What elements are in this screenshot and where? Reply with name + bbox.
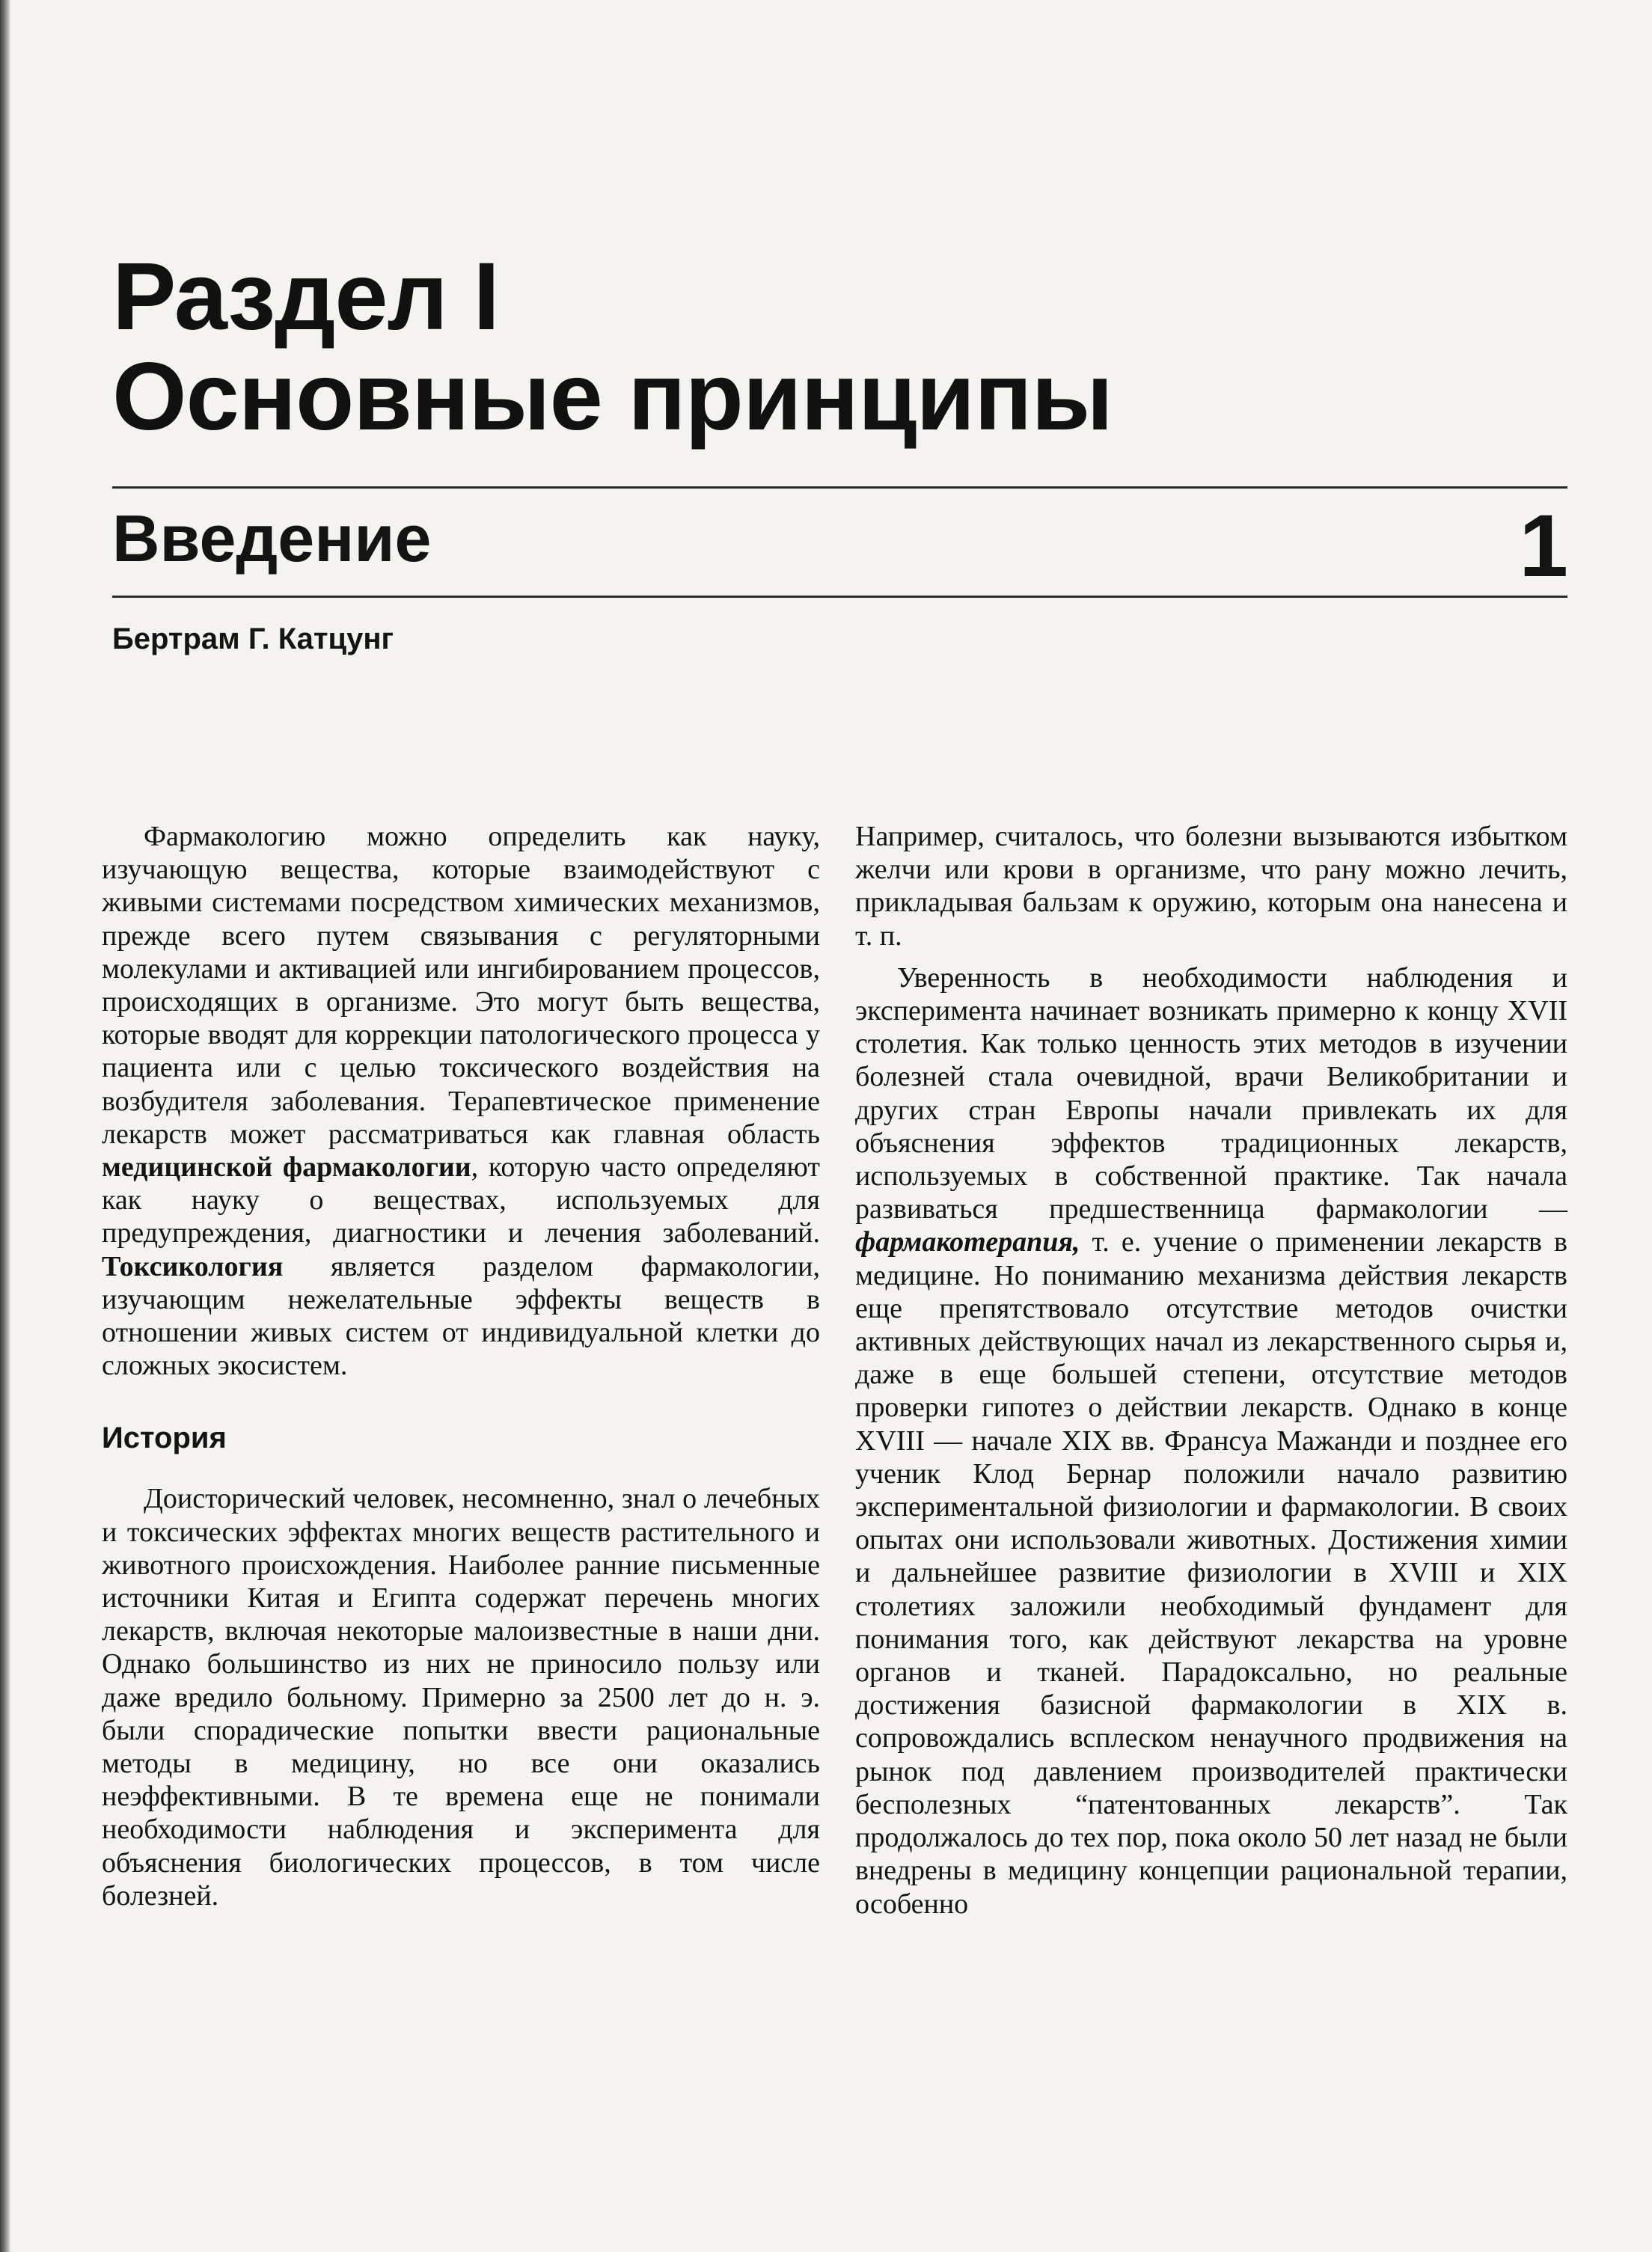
- top-rule: [112, 486, 1567, 489]
- intro-text-3: является разделом фармакологии, изучающим нежелательные эффекты веществ в отношении живых систем от индивидуальной клетки до сложных экосистем.: [102, 1250, 820, 1382]
- section-heading-history: История: [102, 1422, 227, 1455]
- intro-text-2: , которую часто определяют как науку о веществах, используемых для предупреждения, диагностики и лечения заболеваний.: [102, 1151, 820, 1249]
- part-title-line-2: Основные принципы: [112, 343, 1113, 450]
- left-column: [102, 820, 820, 1912]
- scan-edge-shadow: [0, 0, 10, 2252]
- intro-term-medical-pharmacology: медицинской фармакологии: [102, 1151, 471, 1184]
- right-column: [855, 820, 1567, 1921]
- intro-term-toxicology: Токсикология: [102, 1250, 284, 1282]
- chapter-title: Введение: [112, 501, 432, 575]
- chapter-number: 1: [1519, 497, 1568, 596]
- intro-paragraph: [102, 820, 820, 1382]
- intro-text-1: Фармакологию можно определить как науку, изучающую вещества, которые взаимодействуют с живыми системами посредством химических механизмов, прежде всего путем связывания с регуляторными молекулами и активацией или ингибированием процессов, происходящих в организме. Это могут быть вещества, которые вводят для коррекции патологического процесса у пациента или с целью токсического воздействия на возбудителя заболевания. Терапевтическое применение лекарств может рассматриваться как главная область: [102, 821, 820, 1150]
- history-paragraph-2: [855, 961, 1567, 1921]
- history-text-1: Уверенность в необходимости наблюдения и эксперимента начинает возникать примерно к концу XVII столетия. Как только ценность этих методов в изучении болезней стала очевидной, врачи Великобритании и других стран Европы начали привлекать их для объяснения эффектов традиционных лекарств, используемых в собственной практике. Так начала развиваться предшественница фармакологии —: [855, 961, 1567, 1226]
- history-paragraph-1-continued: Например, считалось, что болезни вызываются избытком желчи или крови в организме, что рану можно лечить, прикладывая бальзам к оружию, которым она нанесена и т. п.: [855, 821, 1567, 952]
- part-title-line-1: Раздел I: [112, 243, 499, 350]
- history-paragraph-1: Доисторический человек, несомненно, знал о лечебных и токсических эффектах многих веществ растительного и животного происхождения. Наиболее ранние письменные источники Китая и Египта содержат перечень многих лекарств, включая некоторые малоизвестные в наши дни. Однако большинство из них не приносило пользу или даже вредило больному. Примерно за 2500 лет до н. э. были спорадические попытки ввести рациональные методы в медицину, но все они оказались неэффективными. В те времена еще не понимали необходимости наблюдения и эксперимента для объяснения биологических процессов, в том числе болезней.: [102, 1483, 820, 1912]
- bottom-rule: [112, 596, 1567, 598]
- history-term-pharmacotherapy: фармакотерапия,: [855, 1226, 1080, 1258]
- author-name: Бертрам Г. Катцунг: [112, 622, 394, 655]
- history-text-2: т. е. учение о применении лекарств в медицине. Но пониманию механизма действия лекарств еще препятствовало отсутствие методов очистки активных действующих начал из лекарственного сырья и, даже в еще большей степени, отсутствие методов проверки гипотез о действии лекарств. Однако в конце XVIII — начале XIX вв. Франсуа Мажанди и позднее его ученик Клод Бернар положили начало развитию экспериментальной физиологии и фармакологии. В своих опытах они использовали животных. Достижения химии и дальнейшее развитие физиологии в XVIII и XIX столетиях заложили необходимый фундамент для понимания того, как действуют лекарства на уровне органов и тканей. Парадоксально, но реальные достижения базисной фармакологии в XIX в. сопровождались всплеском ненаучного продвижения на рынок под давлением производителей практически бесполезных “патентованных лекарств”. Так продолжалось до тех пор, пока около 50 лет назад не были внедрены в медицину концепции рациональной терапии, особенно: [855, 1226, 1567, 1920]
- part-title: [112, 243, 1113, 450]
